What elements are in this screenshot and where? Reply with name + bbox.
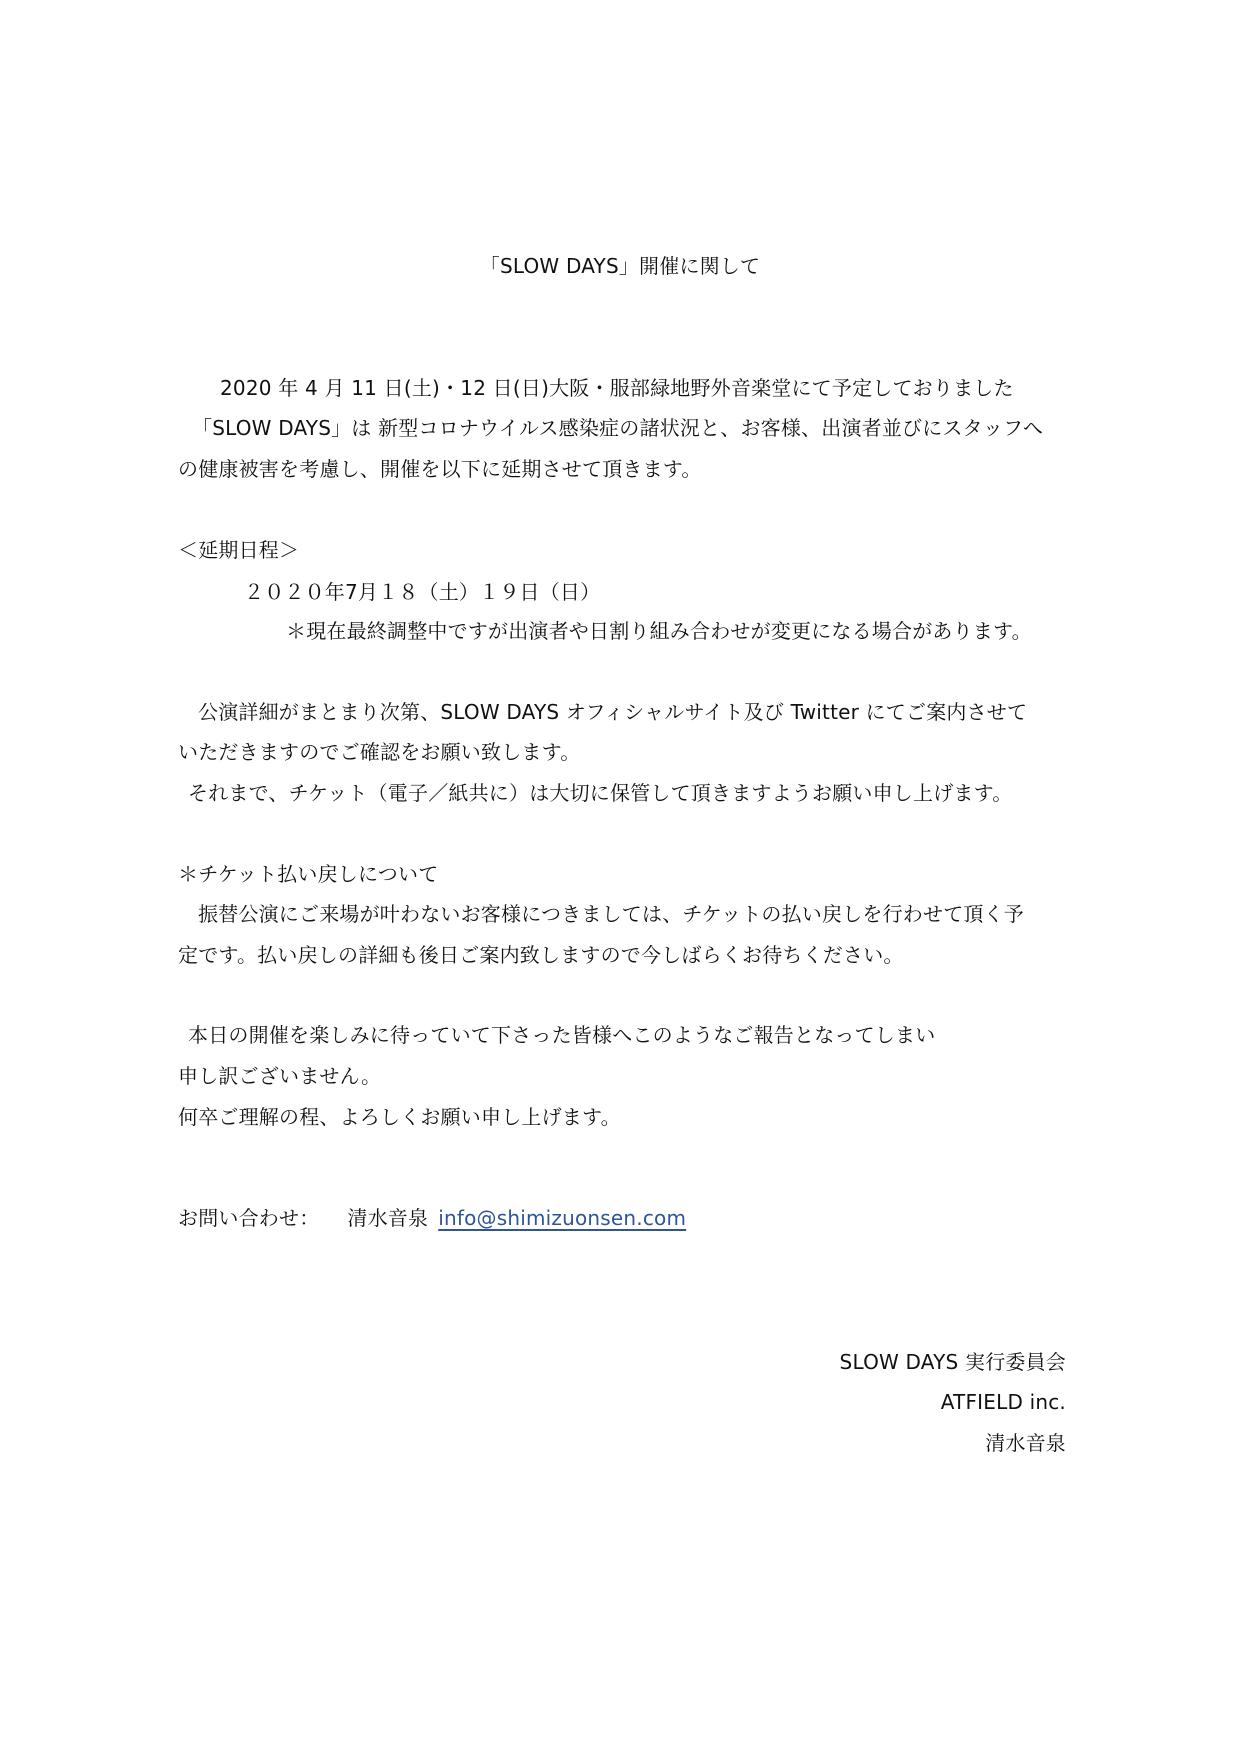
schedule-note: ＊現在最終調整中ですが出演者や日割り組み合わせが変更になる場合があります。 bbox=[286, 619, 1032, 643]
contact-row bbox=[178, 1204, 686, 1232]
signature-committee: SLOW DAYS 実行委員会 bbox=[839, 1350, 1066, 1374]
document-title: 「SLOW DAYS」開催に関して bbox=[479, 254, 761, 278]
contact-organization: 清水音泉 bbox=[347, 1206, 429, 1230]
contact-label: お問い合わせ： bbox=[178, 1206, 320, 1230]
signature-company: ATFIELD inc. bbox=[940, 1390, 1066, 1414]
intro-line-2: 「SLOW DAYS」は 新型コロナウイルス感染症の諸状況と、お客様、出演者並びにスタッフへ bbox=[192, 416, 1044, 440]
apology-line-2: 申し訳ございません。 bbox=[178, 1064, 382, 1088]
refund-line-2: 定です。払い戻しの詳細も後日ご案内致しますので今しばらくお待ちください。 bbox=[178, 943, 904, 967]
contact-email-link[interactable]: info@shimizuonsen.com bbox=[438, 1206, 687, 1230]
intro-line-1: 2020 年 4 月 11 日(土)・12 日(日)大阪・服部緑地野外音楽堂にて予定しておりました bbox=[220, 376, 1014, 400]
apology-line-1: 本日の開催を楽しみに待っていて下さった皆様へこのようなご報告となってしまい bbox=[188, 1023, 936, 1047]
refund-line-1: 振替公演にご来場が叶わないお客様につきましては、チケットの払い戻しを行わせて頂く予 bbox=[198, 902, 1024, 926]
details-line-1: 公演詳細がまとまり次第、SLOW DAYS オフィシャルサイト及び Twitter にてご案内させて bbox=[198, 700, 1028, 724]
schedule-heading: ＜延期日程＞ bbox=[178, 538, 300, 562]
apology-line-3: 何卒ご理解の程、よろしくお願い申し上げます。 bbox=[178, 1105, 621, 1129]
schedule-date: ２０２０年7月１８（土）１９日（日） bbox=[244, 580, 601, 604]
intro-line-3: の健康被害を考慮し、開催を以下に延期させて頂きます。 bbox=[178, 457, 702, 481]
details-line-2: いただきますのでご確認をお願い致します。 bbox=[178, 740, 581, 764]
signature-organization: 清水音泉 bbox=[985, 1431, 1066, 1455]
details-line-3: それまで、チケット（電子／紙共に）は大切に保管して頂きますようお願い申し上げます。 bbox=[188, 781, 1013, 805]
refund-heading: ＊チケット払い戻しについて bbox=[178, 862, 439, 886]
